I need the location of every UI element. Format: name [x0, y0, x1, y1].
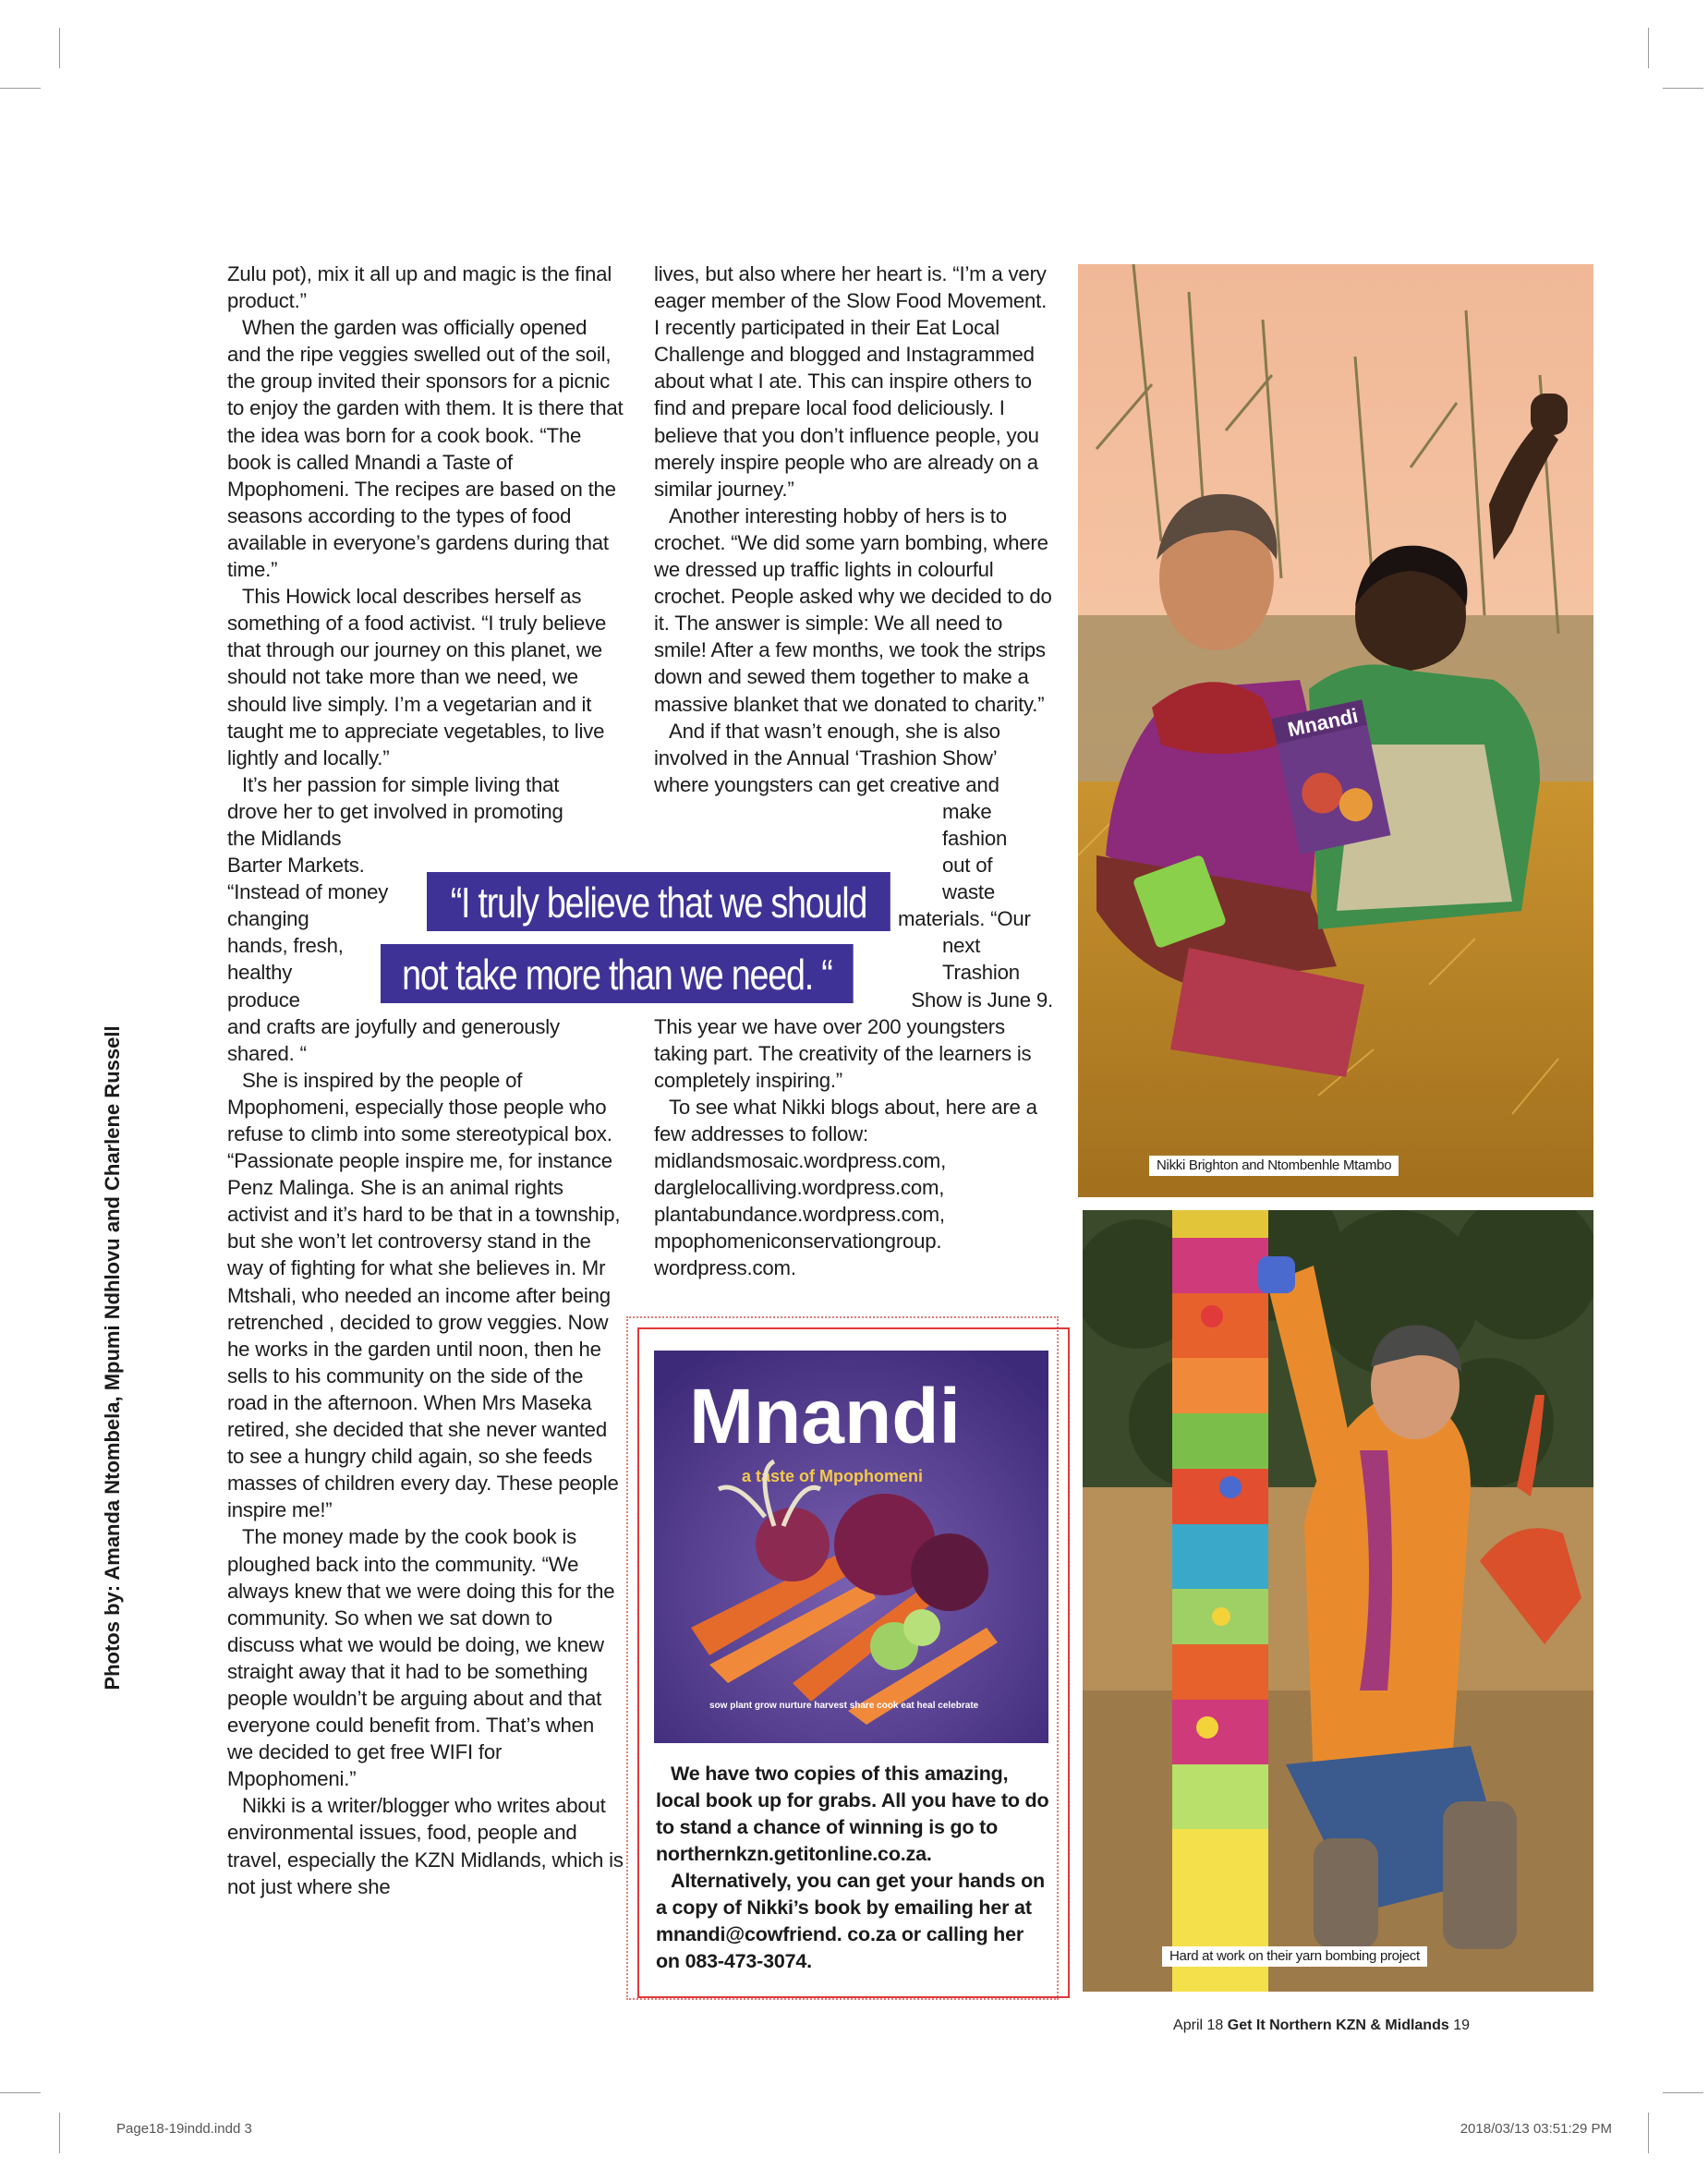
book-cover-image [654, 1351, 1048, 1743]
paragraph: This Howick local describes herself as something of a food activist. “I truly believe that through our journey on this planet, we should not take more than we need, we should live simply. I’m a vegetarian and it taught me to appreciate vegetables, to live lightly and locally.” [227, 585, 607, 769]
photo-credit: Photos by: Amanda Ntombela, Mpumi Ndhlovu and Charlene Russell [101, 1025, 124, 1690]
page-folio [1173, 2016, 1470, 2036]
crop-mark [1663, 2092, 1703, 2093]
text-line: Barter Markets. [227, 854, 365, 878]
paragraph: This year we have over 200 youngsters taking part. The creativity of the learners is completely inspiring.” [654, 1014, 1032, 1092]
text-line: fashion [942, 826, 1008, 850]
crop-mark [59, 2113, 60, 2153]
pull-quote-line-1: “I truly believe that we should [427, 872, 890, 931]
text-line: hands, fresh, [227, 934, 344, 958]
crop-mark [1663, 88, 1703, 89]
text-line: produce [227, 988, 300, 1012]
paragraph: lives, but also where her heart is. “I’m a very eager member of the Slow Food Movement. I recently participated in their Eat Local Challenge and blogged and Instagrammed about what I ate. This can inspire others to find and prepare local food deliciously. I believe that you don’t influence people, you merely inspire people who are already on a similar journey.” [654, 262, 1048, 501]
text-line: out of [942, 854, 993, 878]
promo-paragraph: We have two copies of this amazing, local book up for grabs. All you have to do to stand a chance of winning is go to northernkzn.getitonline.co.za. [656, 1763, 1049, 1865]
crop-mark [1648, 28, 1649, 68]
book-label: Mnandi [1285, 703, 1361, 742]
text-line: next Trashion [942, 934, 1020, 985]
text-line: Show is June 9. [911, 988, 1053, 1012]
slug-filename: Page18-19indd.indd 3 [116, 2121, 252, 2137]
folio-issue: April 18 [1173, 2017, 1224, 2033]
folio-page-number: 19 [1453, 2017, 1470, 2033]
book-tagline: sow plant grow nurture harvest share cook eat heal celebrate [709, 1701, 979, 1711]
text-line: And if that wasn’t enough, she is also [669, 719, 1000, 743]
pull-quote-line-2: not take more than we need. “ [381, 944, 854, 1003]
book-cover-illustration [654, 1351, 1048, 1743]
paragraph: The money made by the cook book is ploughed back into the community. “We always knew that we were doing this for the community. So when we sat down to discuss what we would be doing, we knew straight away that it had to be something people wouldn’t be arguing about and that everyone could benefit from. That’s when we decided to get free WIFI for Mpophomeni.” [227, 1525, 615, 1791]
promo-paragraph: Alternatively, you can get your hands on a copy of Nikki’s book by emailing her at mnandi@cowfriend. co.za or calling her on 083-473-3074. [656, 1870, 1045, 1972]
text-line: the Midlands [227, 826, 342, 850]
text-line: “Instead of money [227, 880, 389, 904]
photo-caption: Hard at work on their yarn bombing project [1162, 1946, 1427, 1967]
book-title: Mnandi [689, 1373, 961, 1460]
slug-timestamp: 2018/03/13 03:51:29 PM [1460, 2121, 1612, 2137]
photo-nikki-and-ntombenhle [1078, 264, 1593, 1197]
article-column-1 [227, 261, 624, 1900]
paragraph: She is inspired by the people of Mpophomeni, especially those people who refuse to climb into some stereotypical box. “Passionate people inspire me, for instance Penz Malinga. She is an animal rights activist and it’s hard to be that in a township, but she won’t let controversy stand in the way of fighting for what she believes in. Mr Mtshali, who needed an income after being retrenched , decided to grow veggies. Now he works in the garden until noon, then he sells to his community on the side of the road in the afternoon. When Mrs Maseka retired, she decided that she never wanted to see a hungry child again, so she feeds masses of children every day. These people inspire me!” [227, 1068, 621, 1522]
crop-mark [0, 88, 41, 89]
text-line: drove her to get involved in promoting [227, 799, 563, 823]
paragraph: Zulu pot), mix it all up and magic is the final product.” [227, 262, 612, 313]
photo-yarn-bombing [1083, 1210, 1593, 1992]
photo-caption: Nikki Brighton and Ntombenhle Mtambo [1149, 1156, 1399, 1176]
paragraph: Nikki is a writer/blogger who writes about environmental issues, food, people and travel, especially the KZN Midlands, which is not just where she [227, 1794, 624, 1898]
paragraph: Another interesting hobby of hers is to crochet. “We did some yarn bombing, where we dressed up traffic lights in colourful crochet. People asked why we decided to do it. The answer is simple: We all need to smile! After a few months, we took the strips down and sewed them together to make a massive blanket that we donated to charity.” [654, 503, 1052, 716]
crop-mark [1648, 2113, 1649, 2153]
text-line: materials. “Our [898, 907, 1031, 931]
paragraph: When the garden was officially opened and the ripe veggies swelled out of the soil, the group invited their sponsors for a picnic to enjoy the garden with them. It is there that the idea was born for a cook book. “The book is called Mnandi a Taste of Mpophomeni. The recipes are based on the seasons according to the types of food available in everyone’s gardens during that time.” [227, 316, 624, 582]
text-line: It’s her passion for simple living that [242, 772, 560, 796]
article-column-2 [654, 261, 1053, 1282]
photo-illustration [1078, 264, 1593, 1197]
text-line: changing [227, 907, 309, 931]
text-line: make [942, 799, 992, 823]
text-line: healthy [227, 961, 293, 985]
text-line: where youngsters can get creative and [654, 772, 999, 796]
book-subtitle: a taste of Mpophomeni [742, 1467, 924, 1485]
text-line: waste [942, 880, 995, 904]
photo-illustration [1083, 1210, 1593, 1992]
promo-text [656, 1761, 1051, 1975]
text-line: involved in the Annual ‘Trashion Show’ [654, 745, 998, 769]
paragraph: and crafts are joyfully and generously shared. “ [227, 1014, 560, 1065]
crop-mark [59, 28, 60, 68]
folio-publication: Get It Northern KZN & Midlands [1227, 2017, 1449, 2033]
paragraph: To see what Nikki blogs about, here are a few addresses to follow: midlandsmosaic.wordpress.com, darglelocalliving.wordpress.com, plantabundance.wordpress.com, mpophomeniconservationgroup. wordpress.com. [654, 1095, 1037, 1280]
crop-mark [0, 2092, 41, 2093]
